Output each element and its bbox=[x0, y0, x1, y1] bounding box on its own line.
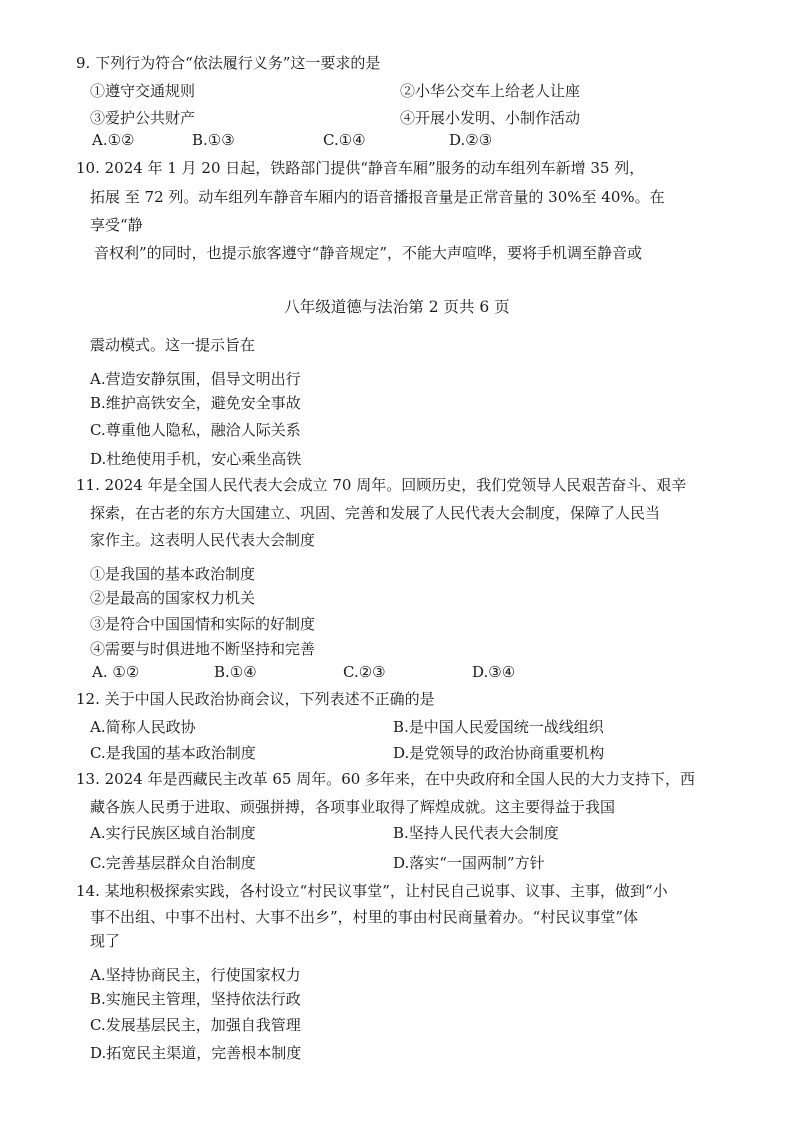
q13-stem-line-2: 藏各族人民勇于进取、顽强拼搏，各项事业取得了辉煌成就。这主要得益于我国 bbox=[90, 798, 616, 816]
q11-stem-line-2: 探索，在古老的东方大国建立、巩固、完善和发展了人民代表大会制度，保障了人民当 bbox=[90, 504, 661, 522]
q11-stem-line-1: 11. 2024 年是全国人民代表大会成立 70 周年。回顾历史，我们党领导人民艰苦奋斗、艰辛 bbox=[76, 476, 687, 494]
page-footer: 八年级道德与法治第 2 页共 6 页 bbox=[284, 298, 510, 316]
q13-stem-line-1: 13. 2024 年是西藏民主改革 65 周年。60 多年来，在中央政府和全国人民的大力支持下，西 bbox=[76, 770, 696, 788]
q14-option-d: D.拓宽民主渠道，完善根本制度 bbox=[90, 1044, 302, 1062]
q11-item-3: ③是符合中国国情和实际的好制度 bbox=[90, 615, 316, 633]
q9-item-2: ②小华公交车上给老人让座 bbox=[400, 82, 581, 100]
q11-item-1: ①是我国的基本政治制度 bbox=[90, 565, 256, 583]
q14-stem-line-2: 事不出组、中事不出村、大事不出乡”，村里的事由村民商量着办。“村民议事堂”体 bbox=[90, 908, 639, 926]
q10-option-a: A.营造安静氛围，倡导文明出行 bbox=[90, 370, 301, 388]
q10-option-b: B.维护高铁安全，避免安全事故 bbox=[90, 394, 301, 412]
q10-stem-line-1: 10. 2024 年 1 月 20 日起，铁路部门提供“静音车厢”服务的动车组列车新增 35 列， bbox=[76, 159, 645, 177]
q11-item-2: ②是最高的国家权力机关 bbox=[90, 589, 256, 607]
q10-stem-line-5: 震动模式。这一提示旨在 bbox=[90, 336, 256, 354]
q9-choice-c: C.①④ bbox=[323, 131, 366, 149]
q12-option-a: A.简称人民政协 bbox=[90, 718, 196, 736]
q11-choice-c: C.②③ bbox=[343, 663, 386, 681]
q12-option-c: C.是我国的基本政治制度 bbox=[90, 744, 256, 762]
q14-stem-line-1: 14. 某地积极探索实践，各村设立“村民议事堂”，让村民自己说事、议事、主事，做到“小 bbox=[76, 882, 668, 900]
q12-stem: 12. 关于中国人民政治协商会议，下列表述不正确的是 bbox=[76, 690, 435, 708]
q12-option-d: D.是党领导的政治协商重要机构 bbox=[393, 744, 605, 762]
q9-item-4: ④开展小发明、小制作活动 bbox=[400, 109, 581, 127]
q11-stem-line-3: 家作主。这表明人民代表大会制度 bbox=[90, 531, 316, 549]
q14-option-a: A.坚持协商民主，行使国家权力 bbox=[90, 966, 301, 984]
q9-choice-b: B.①③ bbox=[192, 131, 235, 149]
q14-option-c: C.发展基层民主，加强自我管理 bbox=[90, 1016, 301, 1034]
q13-option-a: A.实行民族区域自治制度 bbox=[90, 824, 256, 842]
q13-option-b: B.坚持人民代表大会制度 bbox=[393, 824, 559, 842]
q13-option-c: C.完善基层群众自治制度 bbox=[90, 854, 256, 872]
q9-choice-d: D.②③ bbox=[449, 131, 493, 149]
q11-item-4: ④需要与时俱进地不断坚持和完善 bbox=[90, 640, 316, 658]
q11-choice-d: D.③④ bbox=[472, 663, 516, 681]
q9-item-1: ①遵守交通规则 bbox=[90, 82, 196, 100]
q14-stem-line-3: 现了 bbox=[90, 932, 121, 950]
q10-stem-line-2: 拓展 至 72 列。动车组列车静音车厢内的语音播报音量是正常音量的 30%至 40%。在 bbox=[90, 188, 665, 206]
q9-choice-a: A.①② bbox=[92, 131, 135, 149]
q11-choice-a: A. ①② bbox=[92, 663, 140, 681]
q10-option-c: C.尊重他人隐私，融洽人际关系 bbox=[90, 421, 301, 439]
q11-choice-b: B.①④ bbox=[214, 663, 257, 681]
q14-option-b: B.实施民主管理，坚持依法行政 bbox=[90, 990, 301, 1008]
q10-stem-line-4: 音权利”的同时，也提示旅客遵守“静音规定”，不能大声喧哗，要将手机调至静音或 bbox=[94, 244, 643, 262]
q12-option-b: B.是中国人民爱国统一战线组织 bbox=[393, 718, 604, 736]
q9-item-3: ③爱护公共财产 bbox=[90, 109, 196, 127]
q13-option-d: D.落实“一国两制”方针 bbox=[393, 854, 545, 872]
q10-stem-line-3: 享受“静 bbox=[90, 216, 143, 234]
q10-option-d: D.杜绝使用手机，安心乘坐高铁 bbox=[90, 450, 302, 468]
q9-stem: 9. 下列行为符合“依法履行义务”这一要求的是 bbox=[76, 54, 381, 72]
